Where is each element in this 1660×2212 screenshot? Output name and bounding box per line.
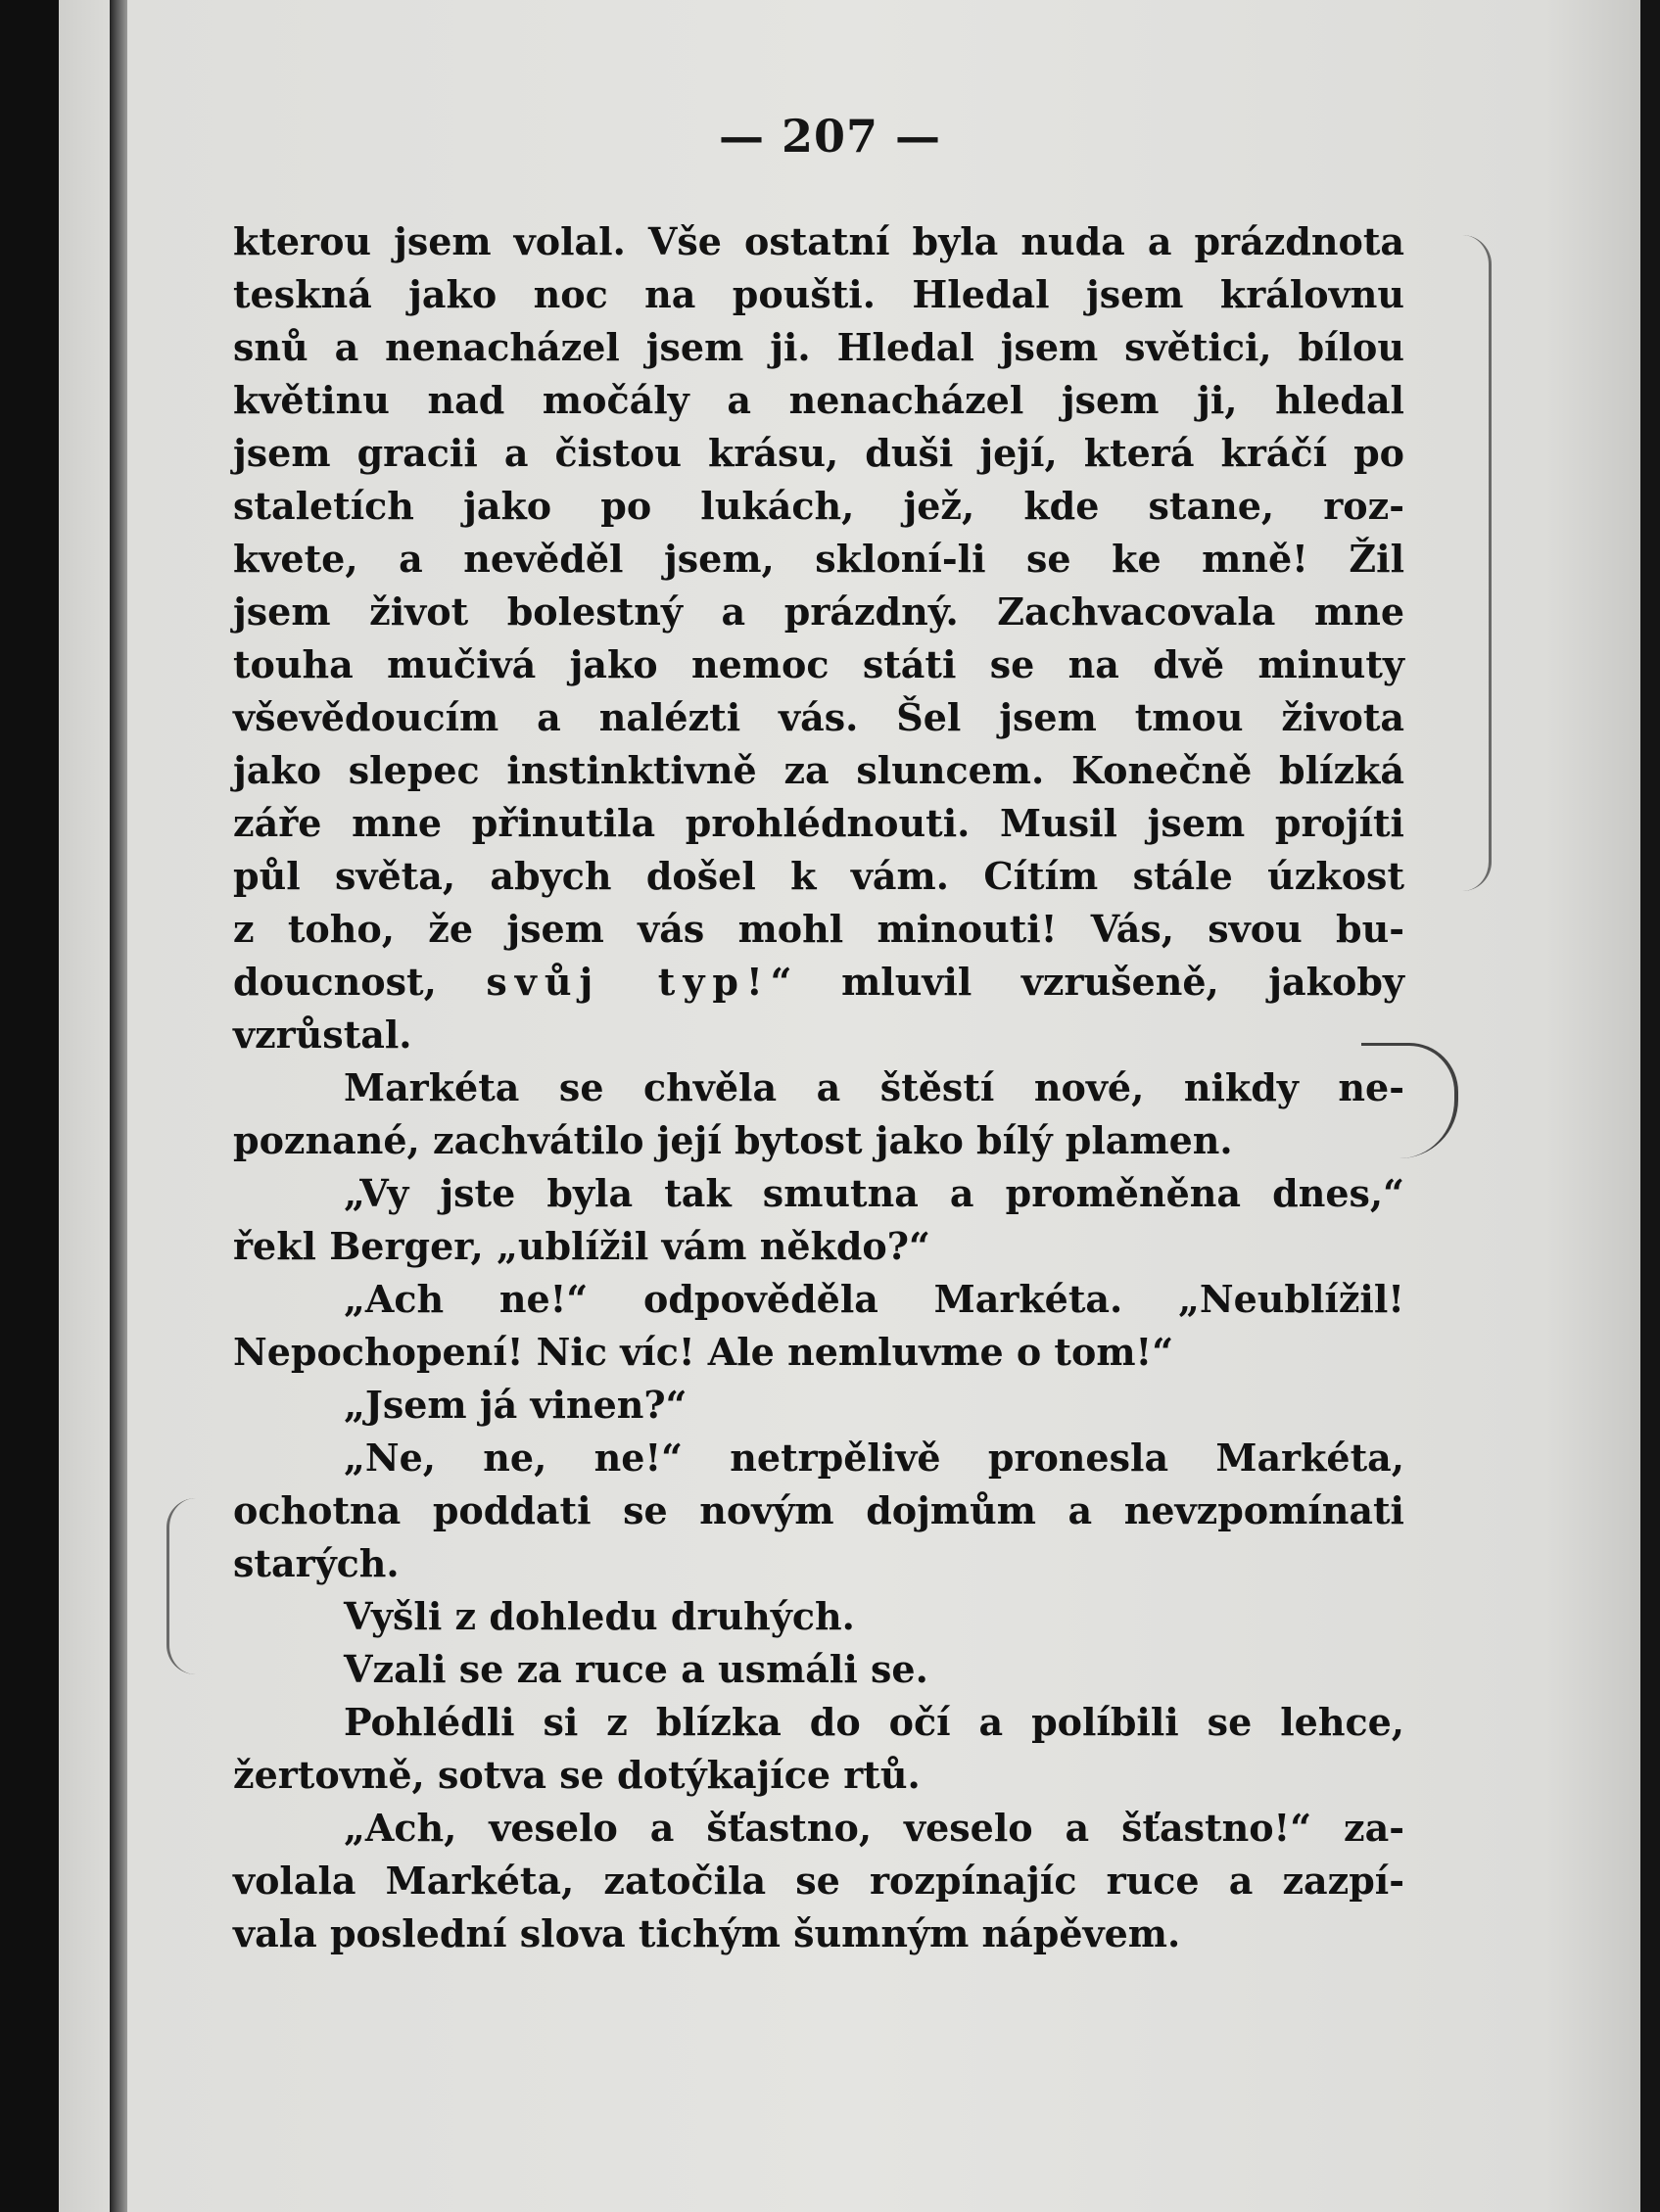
text-line: vala poslední slova tichým šumným nápěvem. [233, 1911, 1181, 1955]
paragraph [233, 1167, 1404, 1273]
margin-bracket-mark [166, 1498, 209, 1674]
paragraph [233, 1590, 1404, 1643]
text-line: jsem gracii a čistou krásu, duši její, která kráčí po [233, 431, 1404, 475]
margin-bracket-mark [1449, 235, 1492, 891]
text-run: doucnost, [233, 960, 487, 1004]
text-line: z toho, že jsem vás mohl minouti! Vás, svou bu- [233, 907, 1404, 951]
spaced-emphasis: svůj typ! [486, 960, 771, 1004]
paragraph [233, 1643, 1404, 1696]
body-text [233, 215, 1404, 1960]
text-line: půl světa, abych došel k vám. Cítím stále úzkost [233, 854, 1404, 898]
paragraph [233, 1432, 1404, 1590]
text-line: „Vy jste byla tak smutna a proměněna dnes,“ [344, 1171, 1404, 1215]
text-line: volala Markéta, zatočila se rozpínajíc ruce a zazpí- [233, 1859, 1404, 1903]
text-line: záře mne přinutila prohlédnouti. Musil jsem projíti [233, 801, 1404, 845]
paragraph [233, 1802, 1404, 1960]
text-line: „Ne, ne, ne!“ netrpělivě pronesla Markéta, [344, 1435, 1404, 1480]
paragraph [233, 1696, 1404, 1802]
text-line: starých. [233, 1541, 400, 1585]
text-line: „Ach, veselo a šťastno, veselo a šťastno!“ za- [344, 1806, 1404, 1850]
text-line: jsem život bolestný a prázdný. Zachvacovala mne [233, 589, 1404, 634]
text-line: teskná jako noc na poušti. Hledal jsem královnu [233, 272, 1404, 316]
text-line: Pohlédli si z blízka do očí a políbili se lehce, [344, 1700, 1404, 1744]
text-line: květinu nad močály a nenacházel jsem ji, hledal [233, 378, 1404, 422]
page-number: — 207 — [718, 110, 942, 163]
text-line: ochotna poddati se novým dojmům a nevzpomínati [233, 1488, 1404, 1532]
text-line: Markéta se chvěla a štěstí nové, nikdy ne- [344, 1065, 1404, 1109]
paragraph [233, 1379, 1404, 1432]
text-line: Nepochopení! Nic víc! Ale nemluvme o tom!“ [233, 1330, 1174, 1374]
paragraph [233, 1273, 1404, 1379]
text-line [233, 956, 1404, 1009]
paragraph [233, 1061, 1404, 1167]
text-line: Vzali se za ruce a usmáli se. [344, 1647, 928, 1691]
text-line: vševědoucím a nalézti vás. Šel jsem tmou života [233, 695, 1404, 739]
text-line: řekl Berger, „ublížil vám někdo?“ [233, 1224, 930, 1268]
scan-left-edge [0, 0, 59, 2212]
paragraph [233, 215, 1404, 1061]
text-line: kterou jsem volal. Vše ostatní byla nuda a prázdnota [233, 219, 1404, 263]
page-spine-shadow [110, 0, 127, 2212]
text-line: žertovně, sotva se dotýkajíce rtů. [233, 1753, 921, 1797]
text-line: kvete, a nevěděl jsem, skloní-li se ke mně! Žil [233, 537, 1404, 581]
text-line: Vyšli z dohledu druhých. [344, 1594, 855, 1638]
text-line: poznané, zachvátilo její bytost jako bílý plamen. [233, 1118, 1233, 1162]
text-line: snů a nenacházel jsem ji. Hledal jsem světici, bílou [233, 325, 1404, 369]
text-line: „Jsem já vinen?“ [344, 1383, 688, 1427]
text-run: “ mluvil vzrušeně, jakoby [770, 960, 1404, 1004]
text-line: „Ach ne!“ odpověděla Markéta. „Neublížil! [344, 1277, 1404, 1321]
text-line: touha mučivá jako nemoc státi se na dvě minuty [233, 642, 1404, 686]
text-line: staletích jako po lukách, jež, kde stane, roz- [233, 484, 1404, 528]
text-line: jako slepec instinktivně za sluncem. Konečně blízká [233, 748, 1404, 792]
text-line: vzrůstal. [233, 1012, 412, 1057]
